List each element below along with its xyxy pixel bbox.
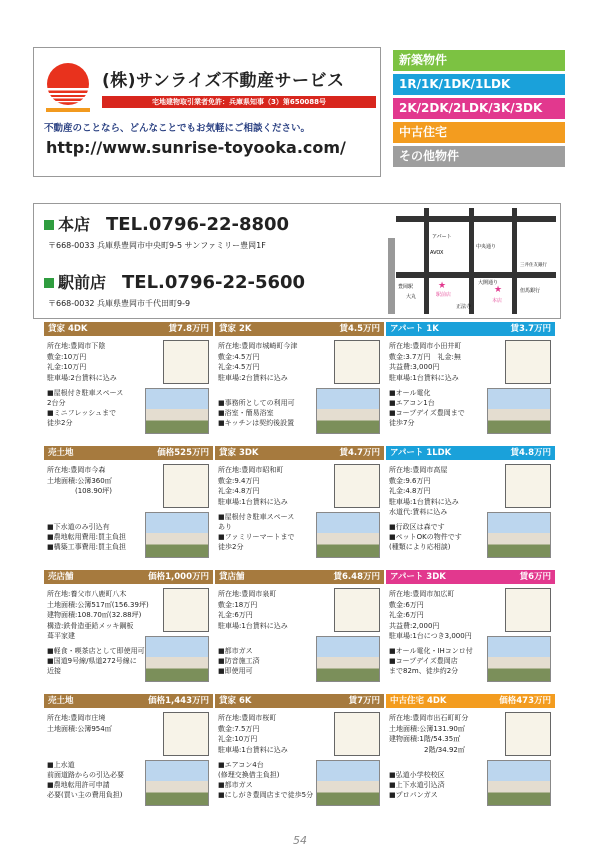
listing-price: 賃3.7万円: [510, 324, 551, 334]
listing-feature: (種類により応相談): [389, 543, 451, 551]
floor-plan-image: [163, 340, 209, 384]
listing-feature: 徒歩2分: [218, 543, 244, 551]
listing-detail-line: 共益費:2,000円: [389, 621, 440, 630]
listing-price: 賃7万円: [348, 696, 380, 706]
listing-features: [47, 388, 123, 428]
listing-feature: ■農地転用費用:買主負担: [47, 533, 126, 541]
listing-type: アパート 1LDK: [390, 448, 452, 458]
category-list: [393, 50, 565, 170]
listing-details: [218, 713, 288, 755]
property-photo: [316, 388, 380, 434]
listing-feature: ■行政区は森です: [389, 523, 445, 531]
map-label: AVOX: [430, 250, 444, 256]
listing-features: [47, 522, 126, 552]
floor-plan-image: [334, 340, 380, 384]
property-photo: [145, 388, 209, 434]
listing-type: 売店舗: [48, 572, 74, 582]
listing-feature: ■屋根付き駐車スペース: [47, 389, 124, 397]
listing-header: [215, 694, 384, 708]
listing-details: [218, 589, 288, 631]
listing-card[interactable]: [44, 694, 213, 817]
star-marker-icon: ★: [494, 285, 503, 295]
map-label: 大丸: [406, 294, 417, 300]
map-label: アパート: [432, 234, 452, 240]
listing-detail-line: 土地面積:公簿517㎡(156.39坪): [47, 600, 149, 609]
listing-feature: あり: [218, 523, 232, 531]
listing-detail-line: 所在地:豊岡市泉町: [218, 590, 277, 598]
listing-type: 中古住宅 4DK: [390, 696, 447, 706]
listing-detail-line: 駐車場:1台賃料に込み: [218, 497, 288, 506]
listing-features: [218, 760, 313, 800]
category-used-house: 中古住宅: [393, 122, 565, 143]
listing-header: [215, 446, 384, 460]
listing-header: [44, 446, 213, 460]
listing-header: [44, 570, 213, 584]
listing-details: [218, 341, 297, 383]
listing-feature: ■弘道小学校校区: [389, 771, 445, 779]
listing-feature: ■浴室・簡易浴室: [218, 409, 274, 417]
property-photo: [487, 760, 551, 806]
listing-features: [47, 646, 145, 676]
listing-type: 売土地: [48, 448, 74, 458]
floor-plan-image: [505, 712, 551, 756]
branch-address: 〒668-0032 兵庫県豊岡市千代田町9-9: [48, 299, 191, 308]
listing-detail-line: 土地面積:公簿954㎡: [47, 724, 112, 733]
branch-tel: TEL.0796-22-5600: [122, 272, 306, 293]
listing-feature: 徒歩7分: [389, 419, 415, 427]
listing-feature: ■プロパンガス: [389, 791, 438, 799]
listing-detail-line: 土地面積:公簿360㎡: [47, 476, 112, 485]
page-number: 54: [293, 834, 307, 847]
listing-card[interactable]: [386, 694, 555, 817]
listing-detail-line: 所在地:豊岡市桜町: [218, 714, 277, 722]
listing-header: [386, 570, 555, 584]
listing-feature: ■ペットOKの物件です: [389, 533, 462, 541]
listing-feature: ■エアコン1台: [389, 399, 435, 407]
listing-detail-line: 土地面積:公簿131.90㎡: [389, 724, 465, 733]
listing-feature: ■上下水道引込済: [389, 781, 445, 789]
listing-detail-line: 礼金:4.8万円: [389, 487, 431, 495]
listing-feature: ■エアコン4台: [218, 761, 264, 769]
map-label: 中央通り: [476, 244, 497, 250]
map-label: 豊岡駅: [398, 284, 414, 290]
listing-type: 貸家 2K: [219, 324, 252, 334]
listing-detail-line: 所在地:豊岡市城崎町今津: [218, 342, 298, 350]
company-name: (株)サンライズ不動産サービス: [102, 71, 345, 91]
listing-feature: ■即使用可: [218, 667, 253, 675]
listing-detail-line: 敷金:3.7万円 礼金:無: [389, 352, 461, 361]
listing-detail-line: 駐車場:2台賃料に込み: [218, 373, 288, 382]
listing-features: [218, 398, 295, 428]
listing-feature: ■下水道のみ引込有: [47, 523, 110, 531]
listing-feature: ■ファミリーマートまで: [218, 533, 295, 541]
company-tagline: 不動産のことなら、どんなことでもお気軽にご相談ください。: [44, 123, 311, 134]
listing-features: [218, 512, 294, 552]
listing-price: 賃4.8万円: [510, 448, 551, 458]
listing-feature: 近接: [47, 667, 61, 675]
listing-detail-line: 所在地:豊岡市出石町町分: [389, 714, 469, 722]
listing-header: [386, 322, 555, 336]
listing-detail-line: 所在地:豊岡市昭和町: [218, 466, 284, 474]
property-photo: [145, 512, 209, 558]
green-square-icon: [44, 278, 54, 288]
listing-card[interactable]: [215, 694, 384, 817]
listing-card[interactable]: [215, 322, 384, 445]
green-square-icon: [44, 220, 54, 230]
listing-type: 売土地: [48, 696, 74, 706]
listing-detail-line: 礼金:4.5万円: [218, 363, 260, 371]
listing-detail-line: 所在地:豊岡市庄境: [47, 714, 106, 722]
listing-details: [47, 589, 149, 642]
listing-price: 価格473万円: [499, 696, 551, 706]
listing-details: [389, 465, 459, 518]
listing-feature: 徒歩2分: [47, 419, 73, 427]
listing-card[interactable]: [386, 322, 555, 445]
listing-detail-line: 敷金:9.4万円: [218, 476, 260, 485]
listing-detail-line: 建物面積:1階/54.35㎡: [389, 735, 461, 743]
listing-price: 賃6.48万円: [333, 572, 380, 582]
listing-feature: ■防音施工済: [218, 657, 260, 665]
listing-details: [389, 589, 472, 642]
property-photo: [316, 636, 380, 682]
listing-card[interactable]: [44, 322, 213, 445]
listing-card[interactable]: [215, 570, 384, 693]
listing-header: [215, 570, 384, 584]
floor-plan-image: [163, 712, 209, 756]
listing-detail-line: 敷金:9.6万円: [389, 476, 431, 485]
listing-features: [218, 646, 260, 676]
floor-plan-image: [334, 588, 380, 632]
listing-detail-line: 礼金:10万円: [218, 735, 258, 743]
listing-detail-line: 駐車場:1台賃料に込み: [389, 497, 459, 506]
listing-detail-line: 駐車場:1台につき3,000円: [389, 632, 472, 640]
location-map: [384, 208, 556, 314]
category-new: 新築物件: [393, 50, 565, 71]
listing-feature: (修理交換借主負担): [218, 771, 280, 779]
listing-detail-line: 敷金:6万円: [389, 600, 424, 609]
listing-feature: ■事務所としての利用可: [218, 399, 295, 407]
listing-feature: ■オール電化: [389, 389, 431, 397]
listing-feature: ■キッチンは契約後設置: [218, 419, 295, 427]
listing-detail-line: 礼金:6万円: [389, 611, 424, 619]
listing-detail-line: 礼金:4.8万円: [218, 487, 260, 495]
listing-price: 価格1,443万円: [148, 696, 209, 706]
floor-plan-image: [334, 464, 380, 508]
listing-header: [44, 694, 213, 708]
floor-plan-image: [163, 588, 209, 632]
listing-feature: 前面道路からの引込必要: [47, 771, 124, 779]
listing-details: [47, 713, 112, 734]
property-photo: [316, 760, 380, 806]
floor-plan-image: [163, 464, 209, 508]
listing-type: アパート 3DK: [390, 572, 446, 582]
listing-detail-line: 所在地:豊岡市下陰: [47, 342, 106, 350]
listing-details: [47, 465, 112, 497]
listing-detail-line: 所在地:豊岡市加広町: [389, 590, 455, 598]
listing-price: 賃4.5万円: [339, 324, 380, 334]
listing-detail-line: 敷金:18万円: [218, 600, 258, 609]
listing-feature: ■国道9号線/県道272号線に: [47, 657, 137, 665]
listing-detail-line: 2階/34.92㎡: [389, 745, 465, 754]
property-photo: [145, 636, 209, 682]
listing-feature: ■都市ガス: [218, 781, 253, 789]
license-number: 宅地建物取引業者免許：兵庫県知事（3）第650088号: [102, 96, 376, 108]
listing-details: [218, 465, 288, 507]
listing-feature: ■ミニフレッシュまで: [47, 409, 117, 417]
listing-features: [389, 770, 445, 800]
listing-detail-line: 所在地:豊岡市小田井町: [389, 342, 462, 350]
listing-details: [389, 341, 461, 383]
map-label: 駅前店: [436, 292, 452, 298]
map-label: 大開通り: [478, 280, 499, 286]
listing-feature: ■都市ガス: [218, 647, 253, 655]
map-label: 正法寺: [456, 304, 472, 310]
listing-header: [44, 322, 213, 336]
listing-feature: ■コープデイズ豊岡まで: [389, 409, 465, 417]
listing-detail-line: 駐車場:1台賃料に込み: [389, 373, 459, 382]
listing-card[interactable]: [386, 446, 555, 569]
listing-feature: ■軽食・喫茶店として即使用可: [47, 647, 145, 655]
map-label: 三井住友銀行: [520, 263, 547, 268]
listing-price: 賃4.7万円: [339, 448, 380, 458]
listing-header: [215, 322, 384, 336]
branch-station: [44, 270, 305, 293]
floor-plan-image: [334, 712, 380, 756]
listing-detail-line: 建物面積:108.70㎡(32.88坪): [47, 611, 142, 619]
listing-detail-line: 駐車場:1台賃料に込み: [218, 621, 288, 630]
listing-details: [47, 341, 117, 383]
branch-name: 駅前店: [58, 273, 107, 292]
listing-detail-line: 所在地:豊岡市今森: [47, 466, 106, 474]
listing-feature: ■屋根付き駐車スペース: [218, 513, 295, 521]
listing-card[interactable]: [44, 570, 213, 693]
listing-details: [389, 713, 468, 755]
listing-feature: ■構築工事費用:買主負担: [47, 543, 126, 551]
listing-feature: ■上水道: [47, 761, 75, 769]
listing-detail-line: 駐車場:2台賃料に込み: [47, 373, 117, 382]
listing-type: 貸家 3DK: [219, 448, 259, 458]
branch-tel: TEL.0796-22-8800: [106, 214, 290, 235]
listing-feature: 必要(買い主の費用負担): [47, 791, 123, 799]
listing-features: [389, 646, 473, 676]
branch-info: [33, 203, 561, 319]
listing-header: [386, 446, 555, 460]
listing-detail-line: 所在地:養父市八鹿町八木: [47, 590, 127, 598]
branch-address: 〒668-0033 兵庫県豊岡市中央町9-5 サンファミリー豊岡1F: [48, 241, 266, 250]
category-other: その他物件: [393, 146, 565, 167]
listing-header: [386, 694, 555, 708]
listing-price: 価格1,000万円: [148, 572, 209, 582]
listing-type: 貸家 4DK: [48, 324, 88, 334]
listing-feature: ■オール電化・IHコンロ付: [389, 647, 473, 655]
listing-detail-line: 所在地:豊岡市高屋: [389, 466, 448, 474]
listing-detail-line: 敷金:4.5万円: [218, 352, 260, 361]
sunrise-logo-icon: [40, 60, 96, 116]
floor-plan-image: [505, 464, 551, 508]
star-marker-icon: ★: [438, 281, 447, 291]
listing-detail-line: 駐車場:1台賃料に込み: [218, 745, 288, 754]
listing-price: 賃6万円: [519, 572, 551, 582]
branch-main: [44, 212, 289, 235]
listing-feature: ■コープデイズ豊岡店: [389, 657, 458, 665]
listing-detail-line: 礼金:10万円: [47, 363, 87, 371]
listing-detail-line: 構造:鉄骨造亜鉛メッキ鋼板: [47, 621, 134, 630]
listing-card[interactable]: [386, 570, 555, 693]
listing-detail-line: (108.90坪): [47, 487, 112, 495]
listing-detail-line: 葺平家建: [47, 632, 75, 640]
listing-card[interactable]: [215, 446, 384, 569]
listing-detail-line: 敷金:10万円: [47, 352, 87, 361]
listing-detail-line: 共益費:3,000円: [389, 363, 440, 371]
listing-card[interactable]: [44, 446, 213, 569]
listing-type: 貸店舗: [219, 572, 245, 582]
listing-type: アパート 1K: [390, 324, 439, 334]
category-2k-3dk: 2K/2DK/2LDK/3K/3DK: [393, 98, 565, 119]
property-photo: [487, 512, 551, 558]
listing-type: 貸家 6K: [219, 696, 252, 706]
listing-features: [389, 522, 462, 552]
branch-name: 本店: [58, 215, 91, 234]
floor-plan-image: [505, 588, 551, 632]
map-label: 本店: [492, 298, 503, 304]
listing-detail-line: 礼金:6万円: [218, 611, 253, 619]
company-header: [33, 47, 381, 177]
listing-features: [389, 388, 465, 428]
map-label: 但馬銀行: [520, 288, 541, 294]
listing-price: 価格525万円: [157, 448, 209, 458]
listing-price: 賃7.8万円: [168, 324, 209, 334]
listing-features: [47, 760, 124, 800]
listing-feature: 2台分: [47, 399, 66, 407]
listing-feature: まで82m、徒歩約2分: [389, 667, 459, 675]
property-photo: [487, 388, 551, 434]
company-url-link[interactable]: http://www.sunrise-toyooka.com/: [46, 138, 346, 157]
listing-feature: ■農地転用許可申請: [47, 781, 110, 789]
property-photo: [316, 512, 380, 558]
property-photo: [145, 760, 209, 806]
listing-feature: ■にしがき豊岡店まで徒歩5分: [218, 791, 314, 799]
category-1r-1ldk: 1R/1K/1DK/1LDK: [393, 74, 565, 95]
floor-plan-image: [505, 340, 551, 384]
property-photo: [487, 636, 551, 682]
listing-detail-line: 水道代:賃料に込み: [389, 508, 448, 516]
listing-detail-line: 敷金:7.5万円: [218, 724, 260, 733]
